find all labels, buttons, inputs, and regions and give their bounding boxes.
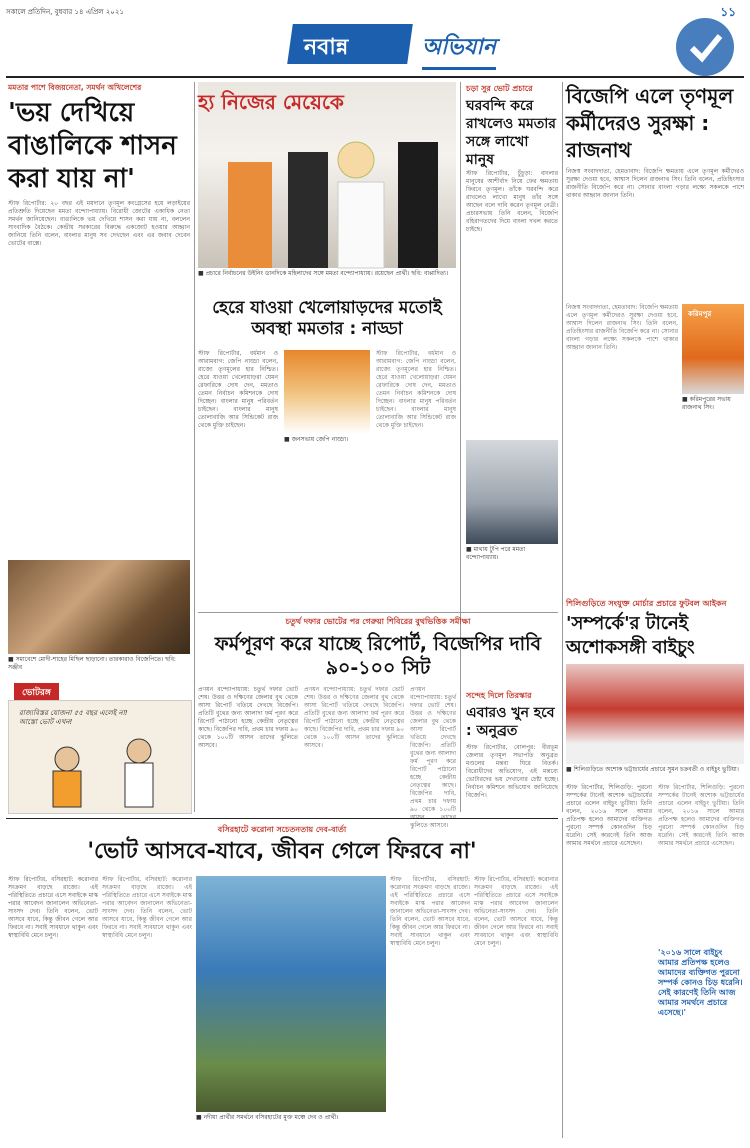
dev-headline: 'ভোট আসবে-যাবে, জীবন গেলে ফিরবে না' <box>87 839 477 864</box>
gharbandi-photo <box>466 440 558 544</box>
center-photo-figures <box>198 82 456 268</box>
form-fill-body-b: প্রণয়ন বন্দ্যোপাধ্যায়: চতুর্থ দফার ভোট শেষ। উত্তর ও দক্ষিণের জেলার বুথ থেকে আসা রিপোর্ট খতিয়ে দেখছে বিজেপি। প্রতিটি বুথের জন্য আলাদা ফর্ম পূরণ করে রিপোর্ট পাঠানো হচ্ছে কেন্দ্রীয় নেতৃত্বের কাছে। বিজেপির দাবি, প্রথম চার দফায় ৯০ থেকে ১০০টি আসন তাদের ঝুলিতে আসবে। <box>304 686 404 749</box>
ashok-body: স্টাফ রিপোর্টার, শিলিগুড়ি: পুরনো সম্পর্কের টানেই অশোক ভট্টাচার্যের প্রচারে এলেন বাইচুং ভুটিয়া। তিনি বলেন, ২০১৬ সালে আমার প্রতিপক্ষ হলেও আমাদের ব্যক্তিগত পুরনো সম্পর্ক কোনওদিন চিড় ধরেনি। সেই কারণেই তিনি আজ আমার সমর্থনে প্রচারে এসেছেন। <box>566 784 652 847</box>
col-divider-4 <box>562 818 563 1138</box>
form-fill-rule <box>198 612 558 613</box>
rajnath-photo <box>682 304 744 394</box>
col-divider-1 <box>194 82 195 812</box>
ashok-pullquote: '২০১৬ সালে বাইচুং আমার প্রতিপক্ষ হলেও আমাদের ব্যক্তিগত পুরনো সম্পর্ক কোনও চিড় ধরেনি। সেই কারণেই তিনি আজ আমার সমর্থনে প্রচারে এসেছে।' <box>658 948 743 1017</box>
masthead-name-left: নবান্ন <box>304 35 349 60</box>
dev-rule <box>6 818 558 819</box>
lead-left-photo <box>8 560 190 654</box>
form-fill-kicker: চতুর্থ দফার ভোটের পর গেরুয়া শিবিরের বুথভিত্তিক সমীক্ষা <box>285 617 471 626</box>
center-photo <box>198 82 456 268</box>
ashok-photo <box>566 664 744 764</box>
anubrata-body: স্টাফ রিপোর্টার, বোলপুর: বীরভূম জেলার তৃণমূল সভাপতি অনুব্রত মণ্ডলের মন্তব্য ঘিরে বিতর্ক। বিরোধীদের অভিযোগ, এই মন্তব্যে ভোটারদের ভয় দেখানোর চেষ্টা হচ্ছে। নির্বাচন কমিশনে অভিযোগ জানিয়েছে বিজেপি। <box>466 744 558 799</box>
anubrata-kicker: সন্দেহ দিলে তিরস্কার <box>466 691 532 700</box>
gharbandi-kicker: চড়া সুর ভোট প্রচারে <box>466 84 533 93</box>
rajnath-caption: ■ করিমপুরের সভায় রাজনাথ সিং। <box>682 396 731 411</box>
bhottorongo-label: ভোটরঙ্গ <box>14 683 59 702</box>
page-number: ১১ <box>720 5 736 19</box>
form-fill-headline: ফর্মপূরণ করে যাচ্ছে রিপোর্ট, বিজেপির দাবি ৯০-১০০ সিট <box>214 633 542 679</box>
rajnath-headline: বিজেপি এলে তৃণমূল কর্মীদেরও সুরক্ষা : রাজনাথ <box>566 84 734 162</box>
lead-left-kicker: মমতার পাশে বিজয়নেতা, সমর্থন অখিলেশের <box>8 83 142 92</box>
col-divider-3 <box>562 82 563 812</box>
form-fill-body: প্রণয়ন বন্দ্যোপাধ্যায়: চতুর্থ দফার ভোট শেষ। উত্তর ও দক্ষিণের জেলার বুথ থেকে আসা রিপোর্ট খতিয়ে দেখছে বিজেপি। প্রতিটি বুথের জন্য আলাদা ফর্ম পূরণ করে রিপোর্ট পাঠানো হচ্ছে কেন্দ্রীয় নেতৃত্বের কাছে। বিজেপির দাবি, প্রথম চার দফায় ৯০ থেকে ১০০টি আসন তাদের ঝুলিতে আসবে। <box>198 686 298 749</box>
gharbandi-body: স্টাফ রিপোর্টার, চুঁচুড়া: বাংলার মানুষের আশীর্বাদ নিয়ে ফের ক্ষমতায় ফিরবে তৃণমূল। তাঁকে ঘরবন্দি করে রাখলেও লাখো মানুষ তাঁর সঙ্গে আছেন বলে দাবি করেন তৃণমূল নেত্রী। প্রচারসভায় তিনি বলেন, বিজেপি বহিরাগতদের দিয়ে বাংলা দখল করতে চাইছে। <box>466 170 558 233</box>
col-divider-2 <box>460 82 461 812</box>
dev-body-b: স্টাফ রিপোর্টার, বসিরহাট: করোনার সংক্রমণ বাড়ছে রাজ্যে। এই পরিস্থিতিতে প্রচারে এসে সবাইকে মাস্ক পরার আবেদন জানালেন অভিনেতা-সাংসদ দেব। তিনি বলেন, ভোট আসবে যাবে, কিন্তু জীবন গেলে আর ফিরবে না। সবাই সাবধানে থাকুন এবং স্বাস্থ্যবিধি মেনে চলুন। <box>102 876 192 939</box>
dev-body-d: স্টাফ রিপোর্টার, বসিরহাট: করোনার সংক্রমণ বাড়ছে রাজ্যে। এই পরিস্থিতিতে প্রচারে এসে সবাইকে মাস্ক পরার আবেদন জানালেন অভিনেতা-সাংসদ দেব। তিনি বলেন, ভোট আসবে যাবে, কিন্তু জীবন গেলে আর ফিরবে না। সবাই সাবধানে থাকুন এবং স্বাস্থ্যবিধি মেনে চলুন। <box>474 876 558 947</box>
cartoon-panel <box>8 700 192 814</box>
ballot-icon <box>676 18 734 76</box>
gharbandi-caption: ■ মাথায় টুপি পরে মমতা বন্দ্যোপাধ্যায়। <box>466 546 526 561</box>
lead-left-caption: ■ সমাবেশে মোদী-শাহের মিছিল ছাড়ানো। তারকারাও বিজেপিতে। ছবি: সঞ্জীব <box>8 656 176 671</box>
cartoon-bubble: রাজ্যবিস্তর যোজনা ৫৫ বছর এলেই না! আস্তো ভোট এখন! <box>19 709 128 726</box>
rajnath-photo-badge: করিমপুর <box>688 310 712 318</box>
dev-body: স্টাফ রিপোর্টার, বসিরহাট: করোনার সংক্রমণ বাড়ছে রাজ্যে। এই পরিস্থিতিতে প্রচারে এসে সবাইকে মাস্ক পরার আবেদন জানালেন অভিনেতা-সাংসদ দেব। তিনি বলেন, ভোট আসবে যাবে, কিন্তু জীবন গেলে আর ফিরবে না। সবাই সাবধানে থাকুন এবং স্বাস্থ্যবিধি মেনে চলুন। <box>8 876 98 939</box>
nadda-photo <box>284 350 370 434</box>
masthead <box>290 20 550 68</box>
form-fill-body-c: প্রণয়ন বন্দ্যোপাধ্যায়: চতুর্থ দফার ভোট শেষ। উত্তর ও দক্ষিণের জেলার বুথ থেকে আসা রিপোর্ট খতিয়ে দেখছে বিজেপি। প্রতিটি বুথের জন্য আলাদা ফর্ম পূরণ করে রিপোর্ট পাঠানো হচ্ছে কেন্দ্রীয় নেতৃত্বের কাছে। বিজেপির দাবি, প্রথম চার দফায় ৯০ থেকে ১০০টি ঝুলিতে আসবে। <box>410 686 456 829</box>
anubrata-headline: এবারও খুন হবে : অনুব্রত <box>466 705 555 739</box>
ashok-body-b: স্টাফ রিপোর্টার, শিলিগুড়ি: পুরনো সম্পর্কের টানেই অশোক ভট্টাচার্যের প্রচারে এলেন বাইচুং ভুটিয়া। তিনি বলেন, ২০১৬ সালে আমার প্রতিপক্ষ হলেও আমাদের ব্যক্তিগত পুরনো সম্পর্ক কোনওদিন চিড় ধরেনি। সেই কারণেই তিনি আজ আমার সমর্থনে প্রচারে এসেছেন। <box>658 784 744 847</box>
nadda-body-b: স্টাফ রিপোর্টার, বর্ধমান ও আরামবাগ: জেপি নাড্ডা বলেন, রাজ্যে তৃণমূলের হার নিশ্চিত। হেরে যাওয়া খেলোয়াড়রা যেমন রেফারিকে দোষ দেন, মমতাও তেমন নির্বাচন কমিশনকে দোষ দিচ্ছেন। বাংলার মানুষ পরিবর্তন চাইছেন। বাংলার মানুষ তোলাবাজি আর সিন্ডিকেট রাজ থেকে মুক্তি চাইছেন। <box>376 350 456 429</box>
center-photo-caption: ■ প্রচারে নির্বাচনের উইনিং ডানদিকে মহিলাদের সঙ্গে মমতা বন্দ্যোপাধ্যায়। রয়েছেন প্রার্থী। ছবি: বাপ্পাদিত্য। <box>198 270 449 277</box>
dev-photo <box>196 876 386 1112</box>
lead-left-body: স্টাফ রিপোর্টার: ২০ বছর এই ময়দানে তৃণমূল কংগ্রেসের হয়ে লড়াইয়ের প্রতিশ্রুতি দিয়েছেন মমতা বন্দ্যোপাধ্যায়। বিরোধী জোটের একাধিক নেতা সমর্থন জানিয়েছেন। বাঙালিকে ভয় দেখিয়ে শাসন করা যায় না, বললেন সাংবাদিক বৈঠকে। কেন্দ্রীয় সরকারের বিরুদ্ধে একজোট হওয়ার আহ্বান জানিয়ে তিনি বলেন, বাংলার মানুষ সব দেখছেন এবং এর জবাব দেবেন ভোটের বাক্সে। <box>8 200 190 247</box>
lead-left-headline: 'ভয় দেখিয়ে বাঙালিকে শাসন করা যায় না' <box>8 98 177 194</box>
rajnath-body: নিজস্ব সংবাদদাতা, হেমতাবাদ: বিজেপি ক্ষমতায় এলে তৃণমূল কর্মীদেরও সুরক্ষা দেওয়া হবে, আশ্বাস দিলেন রাজনাথ সিং। তিনি বলেন, প্রতিহিংসার রাজনীতি বিজেপি করে না। সোনার বাংলা গড়ার লক্ষ্যে সকলকে পাশে থাকার আহ্বান জানান তিনি। <box>566 168 744 199</box>
dev-caption: ■ নদীয়া প্রার্থীর সমর্থনে বসিরহাটের মুক্ত মঞ্চে দেব ও প্রার্থী। <box>196 1114 339 1121</box>
nadda-caption: ■ জনসভায় জেপি নাড্ডা। <box>284 436 349 443</box>
ashok-caption: ■ শিলিগুড়িতে অশোক ভট্টাচার্যের প্রচারে সুমন চক্রবর্তী ও বাইচুং ভুটিয়া। <box>566 766 739 773</box>
rajnath-body-b: নিজস্ব সংবাদদাতা, হেমতাবাদ: বিজেপি ক্ষমতায় এলে তৃণমূল কর্মীদেরও সুরক্ষা দেওয়া হবে, আশ্বাস দিলেন রাজনাথ সিং। তিনি বলেন, প্রতিহিংসার রাজনীতি বিজেপি করে না। সোনার বাংলা গড়ার লক্ষ্যে সকলকে পাশে থাকার আহ্বান জানান তিনি। <box>566 304 678 351</box>
masthead-rule <box>6 76 744 78</box>
gharbandi-headline: ঘরবন্দি করে রাখলেও মমতার সঙ্গে লাখো মানুষ <box>466 98 557 168</box>
nadda-headline: হেরে যাওয়া খেলোয়াড়দের মতোই অবস্থা মমতার : নাড্ডা <box>212 298 442 339</box>
dev-kicker: বসিরহাটে করোনা সচেতনতায় দেব-বার্তা <box>217 825 347 834</box>
ashok-headline: 'সম্পর্কে'র টানেই অশোকসঙ্গী বাইচুং <box>566 613 695 658</box>
center-photo-banner: হ্য নিজের মেয়েকে <box>198 90 344 114</box>
masthead-name-right: অভিযান <box>422 30 496 70</box>
nadda-body: স্টাফ রিপোর্টার, বর্ধমান ও আরামবাগ: জেপি নাড্ডা বলেন, রাজ্যে তৃণমূলের হার নিশ্চিত। হেরে যাওয়া খেলোয়াড়রা যেমন রেফারিকে দোষ দেন, মমতাও তেমন নির্বাচন কমিশনকে দোষ দিচ্ছেন। বাংলার মানুষ পরিবর্তন চাইছেন। বাংলার মানুষ তোলাবাজি আর সিন্ডিকেট রাজ থেকে মুক্তি চাইছেন। <box>198 350 278 429</box>
ashok-kicker: শিলিগুড়িতে সংযুক্ত মোর্চার প্রচারে ফুটবল আইকন <box>566 599 727 608</box>
dev-body-c: স্টাফ রিপোর্টার, বসিরহাট: করোনার সংক্রমণ বাড়ছে রাজ্যে। এই পরিস্থিতিতে প্রচারে এসে সবাইকে মাস্ক পরার আবেদন জানালেন অভিনেতা-সাংসদ দেব। তিনি বলেন, ভোট আসবে যাবে, কিন্তু জীবন গেলে আর ফিরবে না। সবাই সাবধানে থাকুন এবং স্বাস্থ্যবিধি মেনে চলুন। <box>390 876 470 947</box>
cartoon-figures <box>9 701 191 813</box>
folio-date: সকালে প্রতিদিন, বুধবার ১৪ এপ্রিল ২০২১ <box>6 8 124 16</box>
